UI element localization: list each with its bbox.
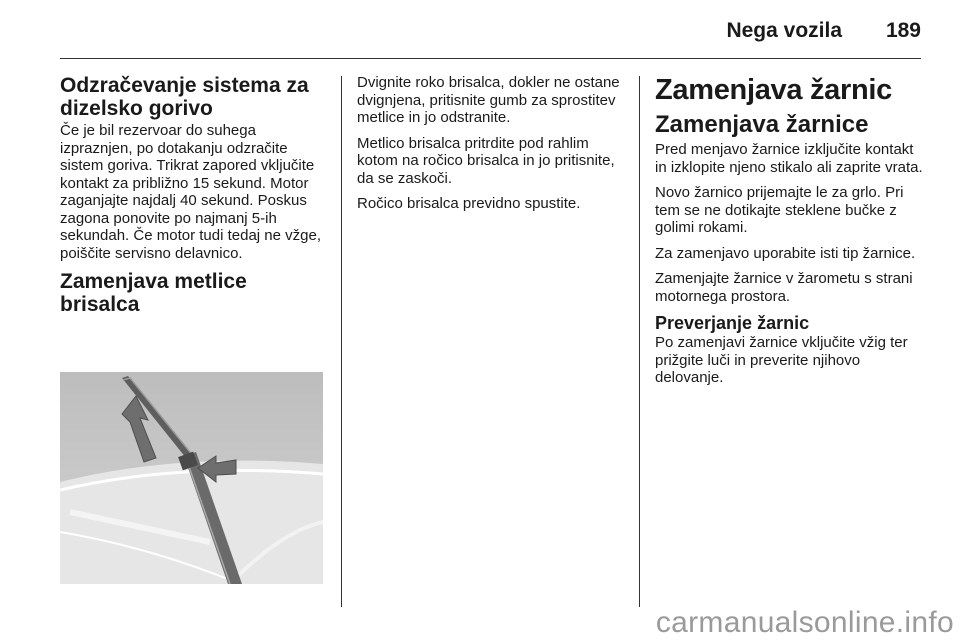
watermark: carmanualsonline.info bbox=[655, 606, 954, 639]
page-header bbox=[60, 0, 921, 59]
heading-fuel-bleeding: Odzračevanje sistema za dizelsko gorivo bbox=[60, 74, 309, 120]
wiper-drawing bbox=[60, 372, 323, 584]
heading-bulb-replacement-sub: Zamenjava žarnice bbox=[655, 111, 869, 138]
heading-bulb-check: Preverjanje žarnic bbox=[655, 313, 810, 333]
paragraph-bulb-check: Po zamenjavi žarnice vključite vžig ter prižgite luči in preverite njihovo delovanje. bbox=[655, 334, 908, 386]
paragraph-lift-arm: Dvignite roko brisalca, dokler ne ostane dvignjena, pritisnite gumb za sprostitev metlice in jo odstranite. bbox=[357, 74, 620, 126]
column-divider bbox=[639, 76, 640, 607]
heading-bulb-replacement-main: Zamenjava žarnic bbox=[655, 74, 892, 106]
column-middle bbox=[357, 74, 622, 221]
column-divider bbox=[341, 76, 342, 607]
heading-wiper-replacement: Zamenjava metlice brisalca bbox=[60, 270, 247, 316]
page-title: Nega vozila bbox=[726, 19, 842, 42]
paragraph-same-type: Za zamenjavo uporabite isti tip žarnice. bbox=[655, 244, 916, 262]
paragraph-lower-arm: Ročico brisalca previdno spustite. bbox=[357, 195, 581, 212]
paragraph-attach-blade: Metlico brisalca pritrdite pod rahlim kotom na ročico brisalca in jo pritisnite, da se zaskoči. bbox=[357, 134, 615, 187]
paragraph-switch-off: Pred menjavo žarnice izključite kontakt in izklopite njeno stikalo ali zaprite vrata. bbox=[655, 141, 923, 176]
column-right bbox=[655, 74, 925, 395]
wiper-illustration bbox=[60, 372, 323, 584]
paragraph-headlamp: Zamenjajte žarnice v žarometu s strani motornega prostora. bbox=[655, 270, 913, 305]
column-left bbox=[60, 74, 326, 318]
paragraph-fuel-bleeding: Če je bil rezervoar do suhega izpraznjen, po dotakanju odzračite sistem goriva. Trikrat zapored vključite kontakt za približno 15 sekund. Motor zaganjajte najdalj 40 sekund. Poskus zagona ponovite po najmanj 5-ih sekundah. Če motor tudi tedaj ne vžge, poiščite servisno delavnico. bbox=[60, 122, 321, 262]
page-number: 189 bbox=[885, 19, 921, 42]
paragraph-hold-bulb: Novo žarnico prijemajte le za grlo. Pri tem se ne dotikajte steklene bučke z golimi rokami. bbox=[655, 184, 904, 236]
